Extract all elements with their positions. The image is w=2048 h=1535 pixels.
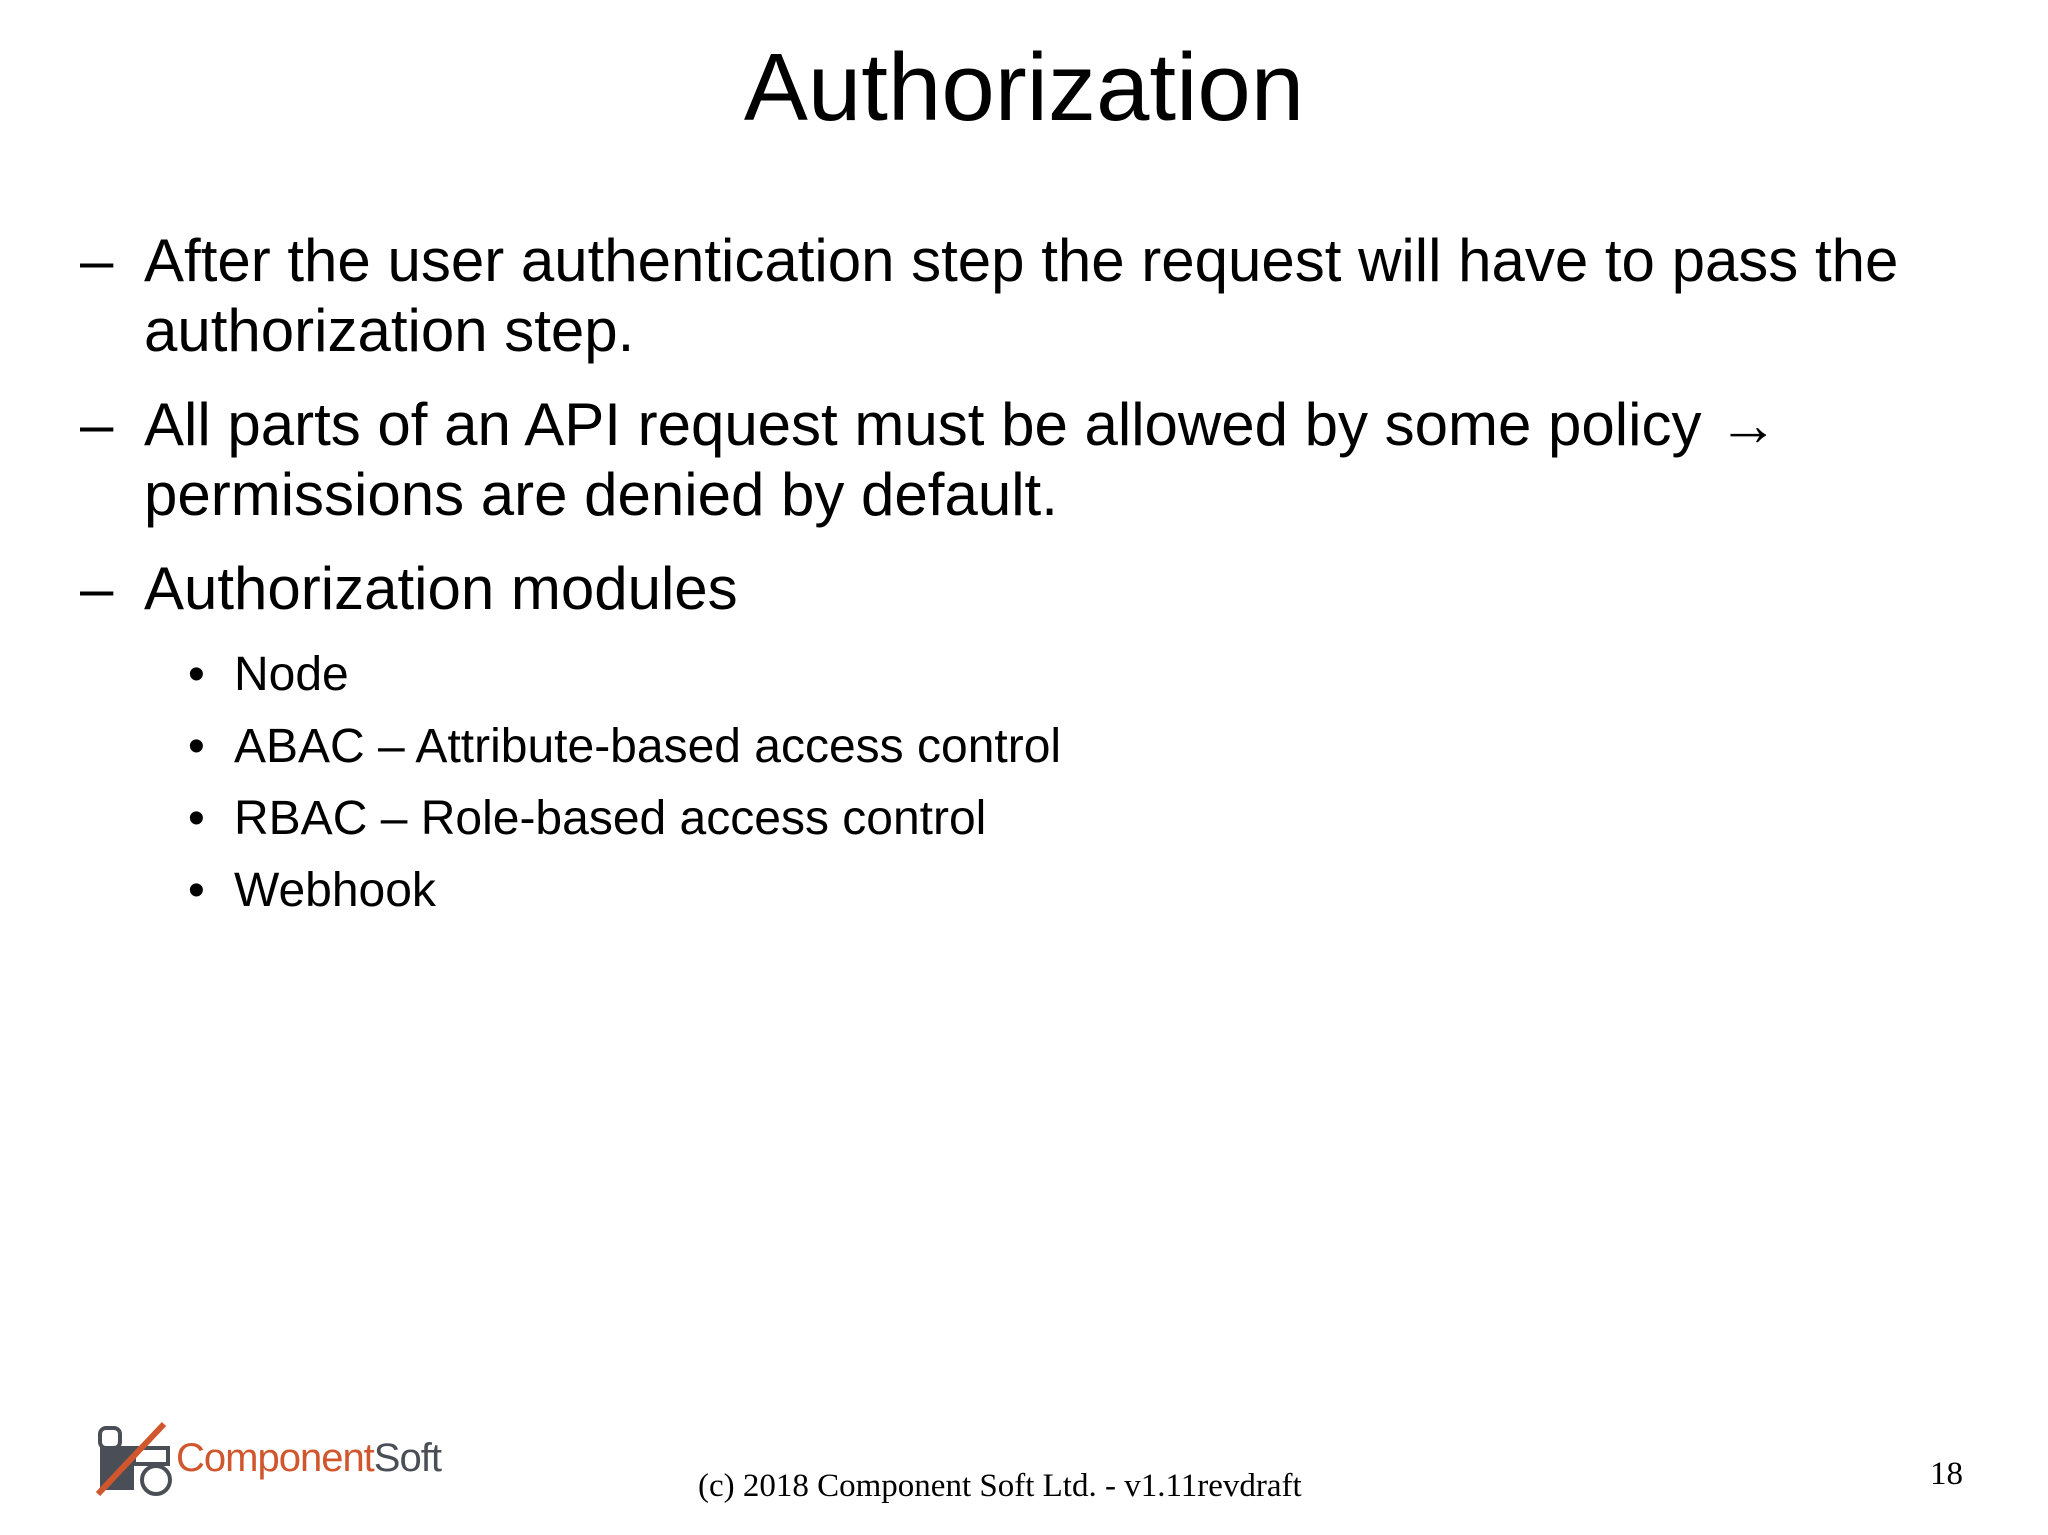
bullet-text: Authorization modules (144, 555, 738, 622)
bullet-item (80, 554, 2010, 624)
sub-bullet-text: Node (234, 648, 349, 701)
bullet-item (80, 226, 2010, 366)
bullet-item (80, 390, 2010, 530)
footer-copyright: (c) 2018 Component Soft Ltd. - v1.11revdraft (698, 1468, 1302, 1504)
slide-title: Authorization (743, 34, 1305, 141)
sub-bullet-item (188, 648, 2010, 702)
dash-marker: – (80, 227, 114, 294)
bullet-text: After the user authentication step the request will have to pass the authorization step. (144, 227, 1899, 364)
sub-bullet-item (188, 792, 2010, 846)
bullet-list (80, 226, 2010, 936)
logo-text-soft: Soft (373, 1436, 441, 1480)
logo-wordmark (176, 1434, 441, 1482)
sub-bullet-list (188, 648, 2010, 918)
sub-bullet-item (188, 864, 2010, 918)
sub-bullet-item (188, 720, 2010, 774)
sub-bullet-text: ABAC – Attribute-based access control (234, 720, 1062, 773)
logo-text-component: Component (176, 1436, 374, 1480)
dash-marker: – (80, 555, 114, 622)
company-logo (94, 1418, 454, 1498)
sub-bullet-text: RBAC – Role-based access control (234, 792, 987, 845)
logo-mark-icon (94, 1418, 174, 1498)
bullet-dot-marker: • (188, 648, 205, 701)
bullet-dot-marker: • (188, 792, 205, 845)
sub-bullet-text: Webhook (234, 864, 436, 917)
bullet-dot-marker: • (188, 864, 205, 917)
page-number: 18 (1930, 1456, 1963, 1492)
bullet-text: All parts of an API request must be allowed by some policy → permissions are denied by default. (144, 391, 1779, 528)
bullet-dot-marker: • (188, 720, 205, 773)
dash-marker: – (80, 391, 114, 458)
